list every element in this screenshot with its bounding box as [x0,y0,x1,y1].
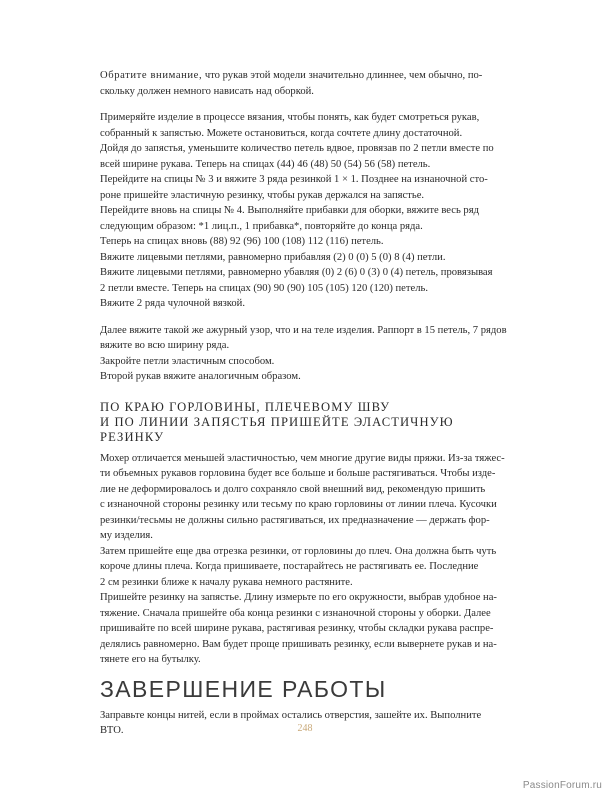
text-line: с изнаночной стороны резинку или тесьму по краю горловины от линии плеча. Кусочки [100,499,497,510]
elastic-paragraph-2 [100,544,520,591]
text-line: Далее вяжите такой же ажурный узор, что и на теле изделия. Раппорт в 15 петель, 7 рядов [100,324,507,336]
text-line: следующим образом: *1 лиц.п., 1 прибавка*, повторяйте до конца ряда. [100,220,423,232]
intro-rest: что рукав этой модели значительно длиннее, чем обычно, по- [202,70,483,81]
text-line: Вяжите 2 ряда чулочной вязкой. [100,298,245,309]
text-line: Дойдя до запястья, уменьшите количество петель вдвое, провязав по 2 петли вместе по [100,143,494,154]
text-line: вяжите во всю ширину ряда. [100,340,230,351]
elastic-paragraph-1 [100,451,520,544]
text-line: Вяжите лицевыми петлями, равномерно прибавляя (2) 0 (0) 5 (0) 8 (4) петли. [100,251,446,263]
intro-lead: Обратите внимание, [100,70,203,81]
text-line: тяжение. Сначала пришейте оба конца резинки с изнаночной стороны у оборки. Далее [100,607,491,619]
text-line: 2 см резинки ближе к началу рукава немного растяните. [100,576,353,588]
text-line: Перейдите вновь на спицы № 4. Выполняйте прибавки для оборки, вяжите весь ряд [100,205,479,216]
text-line: 2 петли вместе. Теперь на спицах (90) 90 (90) 105 (105) 120 (120) петель. [100,282,428,294]
watermark-text: PassionForum.ru [522,780,602,791]
text-line: ВТО. [100,725,124,736]
text-line: Мохер отличается меньшей эластичностью, чем многие другие виды пряжи. Из-за тяжес- [100,452,505,464]
text-line: тянете его на бутылку. [100,654,201,665]
text-line: Вяжите лицевыми петлями, равномерно убавляя (0) 2 (6) 0 (3) 0 (4) петель, провязывая [100,267,493,278]
page-content [100,68,520,739]
sleeve-steps-paragraph [100,110,520,312]
text-line: Заправьте концы нитей, если в проймах остались отверстия, зашейте их. Выполните [100,709,482,721]
text-line: Закройте петли эластичным способом. [100,355,275,367]
intro-line-2: скольку должен немного нависать над оборкой. [100,85,314,97]
section-heading [100,400,520,445]
section-heading-line-1: ПО КРАЮ ГОРЛОВИНЫ, ПЛЕЧЕВОМУ ШВУ [100,399,391,414]
text-line: Второй рукав вяжите аналогичным образом. [100,371,301,382]
text-line: Теперь на спицах вновь (88) 92 (96) 100 (108) 112 (116) петель. [100,236,384,247]
text-line: ти объемных рукавов горловина будет все больше и больше растягиваться. Чтобы изде- [100,468,496,479]
elastic-paragraph-3 [100,590,520,668]
text-line: му изделия. [100,530,153,541]
text-line: Примеряйте изделие в процессе вязания, чтобы понять, как будет смотреться рукав, [100,112,480,123]
text-line: резинки/тесьмы не должны сильно растягиваться, их предназначение — держать фор- [100,514,490,526]
page-number: 248 [297,723,313,734]
section-heading-line-2: И ПО ЛИНИИ ЗАПЯСТЬЯ ПРИШЕЙТЕ ЭЛАСТИЧНУЮ РЕЗИНКУ [100,414,454,444]
text-line: роне пришейте эластичную резинку, чтобы рукав держался на запястье. [100,189,425,201]
text-line: делялись равномерно. Вам будет проще пришивать резинку, если вывернете рукав и на- [100,638,497,650]
text-line: лие не деформировалось и долго сохраняло свой внешний вид, рекомендую пришить [100,483,486,495]
text-line: короче длины плеча. Когда пришиваете, постарайтесь не растягивать ее. Последние [100,561,479,572]
finish-title: ЗАВЕРШЕНИЕ РАБОТЫ [100,675,387,702]
text-line: пришивайте по всей ширине рукава, растягивая резинку, чтобы складки рукава распре- [100,623,494,634]
text-line: Перейдите на спицы № 3 и вяжите 3 ряда резинкой 1 × 1. Позднее на изнаночной сто- [100,174,488,185]
text-line: всей ширине рукава. Теперь на спицах (44) 46 (48) 50 (54) 56 (58) петель. [100,158,431,170]
text-line: Затем пришейте еще два отрезка резинки, от горловины до плеч. Она должна быть чуть [100,545,497,557]
text-line: собранный к запястью. Можете остановиться, когда сочтете длину достаточной. [100,127,463,139]
intro-paragraph [100,68,520,99]
pattern-notes-paragraph [100,323,520,385]
text-line: Пришейте резинку на запястье. Длину измерьте по его окружности, выбрав удобное на- [100,592,497,603]
